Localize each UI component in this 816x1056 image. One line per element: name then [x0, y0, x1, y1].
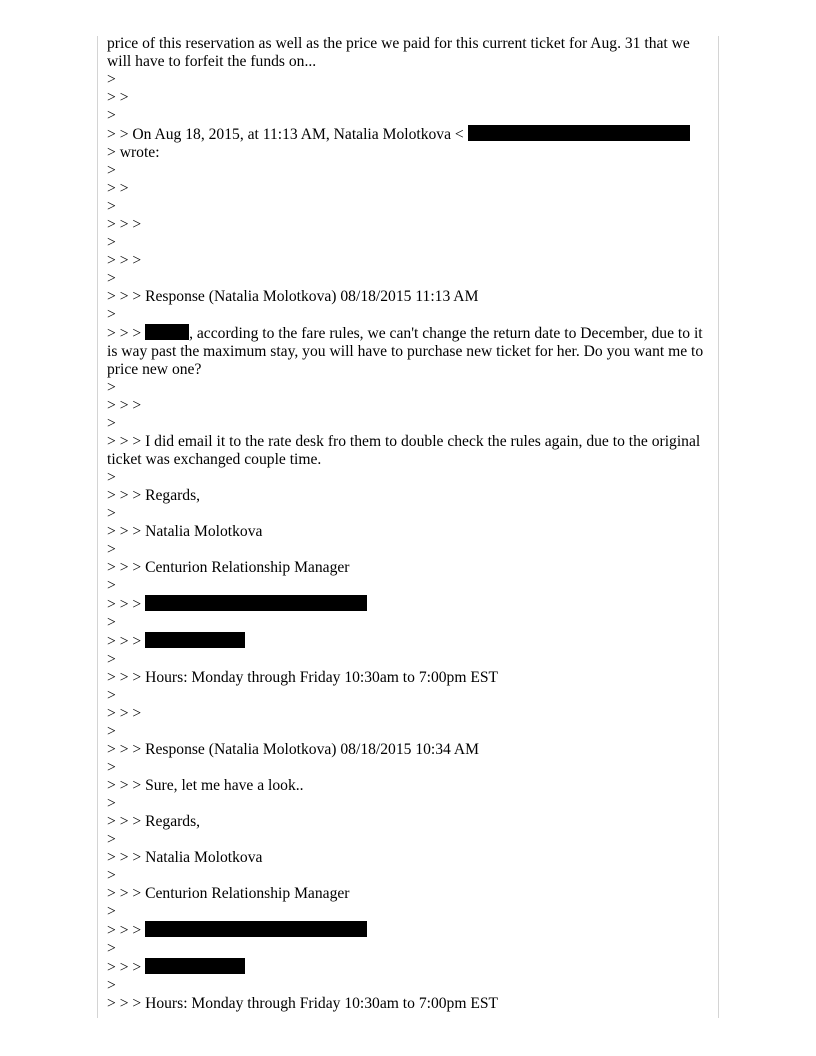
line-text: > [107, 903, 116, 920]
redacted-email-address [145, 921, 367, 937]
line-text: price of this reservation as well as the price we paid for this current ticket for Aug. 31 that we will have to forfeit the funds on... [107, 35, 694, 70]
line-text: > [107, 234, 116, 251]
quoted-line [107, 107, 711, 125]
line-text: > > > Regards, [107, 813, 201, 830]
quoted-line [107, 831, 711, 849]
quoted-line [107, 651, 711, 669]
quoted-line [107, 144, 711, 162]
quoted-line [107, 379, 711, 397]
quoted-line [107, 433, 711, 469]
quoted-line [107, 577, 711, 595]
quoted-line [107, 849, 711, 867]
line-text: > > > [107, 216, 142, 233]
quoted-line [107, 687, 711, 705]
line-text: > [107, 614, 116, 631]
quoted-line [107, 595, 711, 614]
line-text: > > > Centurion Relationship Manager [107, 885, 350, 902]
line-text: > [107, 687, 116, 704]
line-text: > [107, 577, 116, 594]
line-text: > > > [107, 397, 142, 414]
quoted-line [107, 813, 711, 831]
line-text: > > > [107, 252, 142, 269]
quoted-line [107, 741, 711, 759]
line-text: > > > [107, 959, 146, 976]
quoted-line [107, 867, 711, 885]
quoted-line [107, 216, 711, 234]
redacted-email-address [145, 595, 367, 611]
line-text: > > > [107, 633, 146, 650]
redacted-email-address [468, 125, 690, 141]
line-text: > > > Regards, [107, 487, 201, 504]
line-text: > > > Sure, let me have a look.. [107, 777, 304, 794]
quoted-line [107, 559, 711, 577]
line-text: > [107, 940, 116, 957]
line-text: > > > [107, 705, 142, 722]
quoted-line [107, 505, 711, 523]
quoted-line [107, 306, 711, 324]
quoted-line [107, 777, 711, 795]
quoted-line [107, 795, 711, 813]
quoted-line [107, 977, 711, 995]
quoted-line [107, 324, 711, 379]
line-text: > > On Aug 18, 2015, at 11:13 AM, Natalia Molotkova < [107, 126, 468, 143]
quoted-line [107, 885, 711, 903]
line-text: > [107, 505, 116, 522]
quoted-line [107, 89, 711, 107]
line-text: > [107, 977, 116, 994]
line-text: > > [107, 89, 129, 106]
quoted-line [107, 415, 711, 433]
quoted-line [107, 397, 711, 415]
line-text-continued: , according to the fare rules, we can't change the return date to December, due to it is way past the maximum stay, you will have to purchase new ticket for her. Do you want me to price new one? [107, 325, 708, 378]
quoted-line [107, 995, 711, 1013]
quoted-line [107, 234, 711, 252]
quoted-line [107, 162, 711, 180]
line-text: > > > Natalia Molotkova [107, 523, 263, 540]
quoted-line [107, 198, 711, 216]
quoted-line [107, 632, 711, 651]
line-text: > [107, 831, 116, 848]
line-text: > > [107, 180, 129, 197]
line-text: > [107, 162, 116, 179]
email-body [107, 35, 711, 1013]
quoted-line [107, 614, 711, 632]
quoted-line [107, 940, 711, 958]
line-text: > [107, 270, 116, 287]
quoted-line [107, 35, 711, 71]
line-text: > wrote: [107, 144, 160, 161]
line-text: > [107, 759, 116, 776]
line-text: > > > [107, 922, 146, 939]
line-text: > [107, 795, 116, 812]
line-text: > [107, 867, 116, 884]
line-text: > [107, 415, 116, 432]
quoted-line [107, 705, 711, 723]
line-text: > > > Response (Natalia Molotkova) 08/18/2015 11:13 AM [107, 288, 479, 305]
line-text: > [107, 723, 116, 740]
quoted-line [107, 487, 711, 505]
quoted-line [107, 288, 711, 306]
line-text: > > > Response (Natalia Molotkova) 08/18/2015 10:34 AM [107, 741, 480, 758]
line-text: > [107, 306, 116, 323]
quoted-line [107, 180, 711, 198]
line-text: > > > Natalia Molotkova [107, 849, 263, 866]
line-text: > [107, 379, 116, 396]
line-text: > > > [107, 596, 146, 613]
redacted-phone [145, 632, 245, 648]
line-text: > > > Hours: Monday through Friday 10:30am to 7:00pm EST [107, 995, 499, 1012]
line-text: > [107, 651, 116, 668]
quoted-line [107, 903, 711, 921]
line-text: > > > I did email it to the rate desk fro them to double check the rules again, due to the original ticket was exchanged couple time. [107, 433, 705, 468]
line-text: > > > Hours: Monday through Friday 10:30am to 7:00pm EST [107, 669, 499, 686]
quoted-line [107, 759, 711, 777]
quoted-line [107, 270, 711, 288]
line-text: > > > Centurion Relationship Manager [107, 559, 350, 576]
line-text: > [107, 541, 116, 558]
quoted-line [107, 541, 711, 559]
quoted-line [107, 252, 711, 270]
line-text: > > > [107, 325, 146, 342]
quoted-line [107, 669, 711, 687]
quoted-line [107, 523, 711, 541]
line-text: > [107, 469, 116, 486]
quoted-line [107, 723, 711, 741]
line-text: > [107, 198, 116, 215]
quoted-line [107, 958, 711, 977]
line-text: > [107, 71, 116, 88]
quoted-line [107, 125, 711, 144]
quoted-line [107, 71, 711, 89]
line-text: > [107, 107, 116, 124]
quoted-line [107, 921, 711, 940]
quoted-line [107, 469, 711, 487]
redacted-phone [145, 958, 245, 974]
redacted-name [145, 324, 189, 340]
